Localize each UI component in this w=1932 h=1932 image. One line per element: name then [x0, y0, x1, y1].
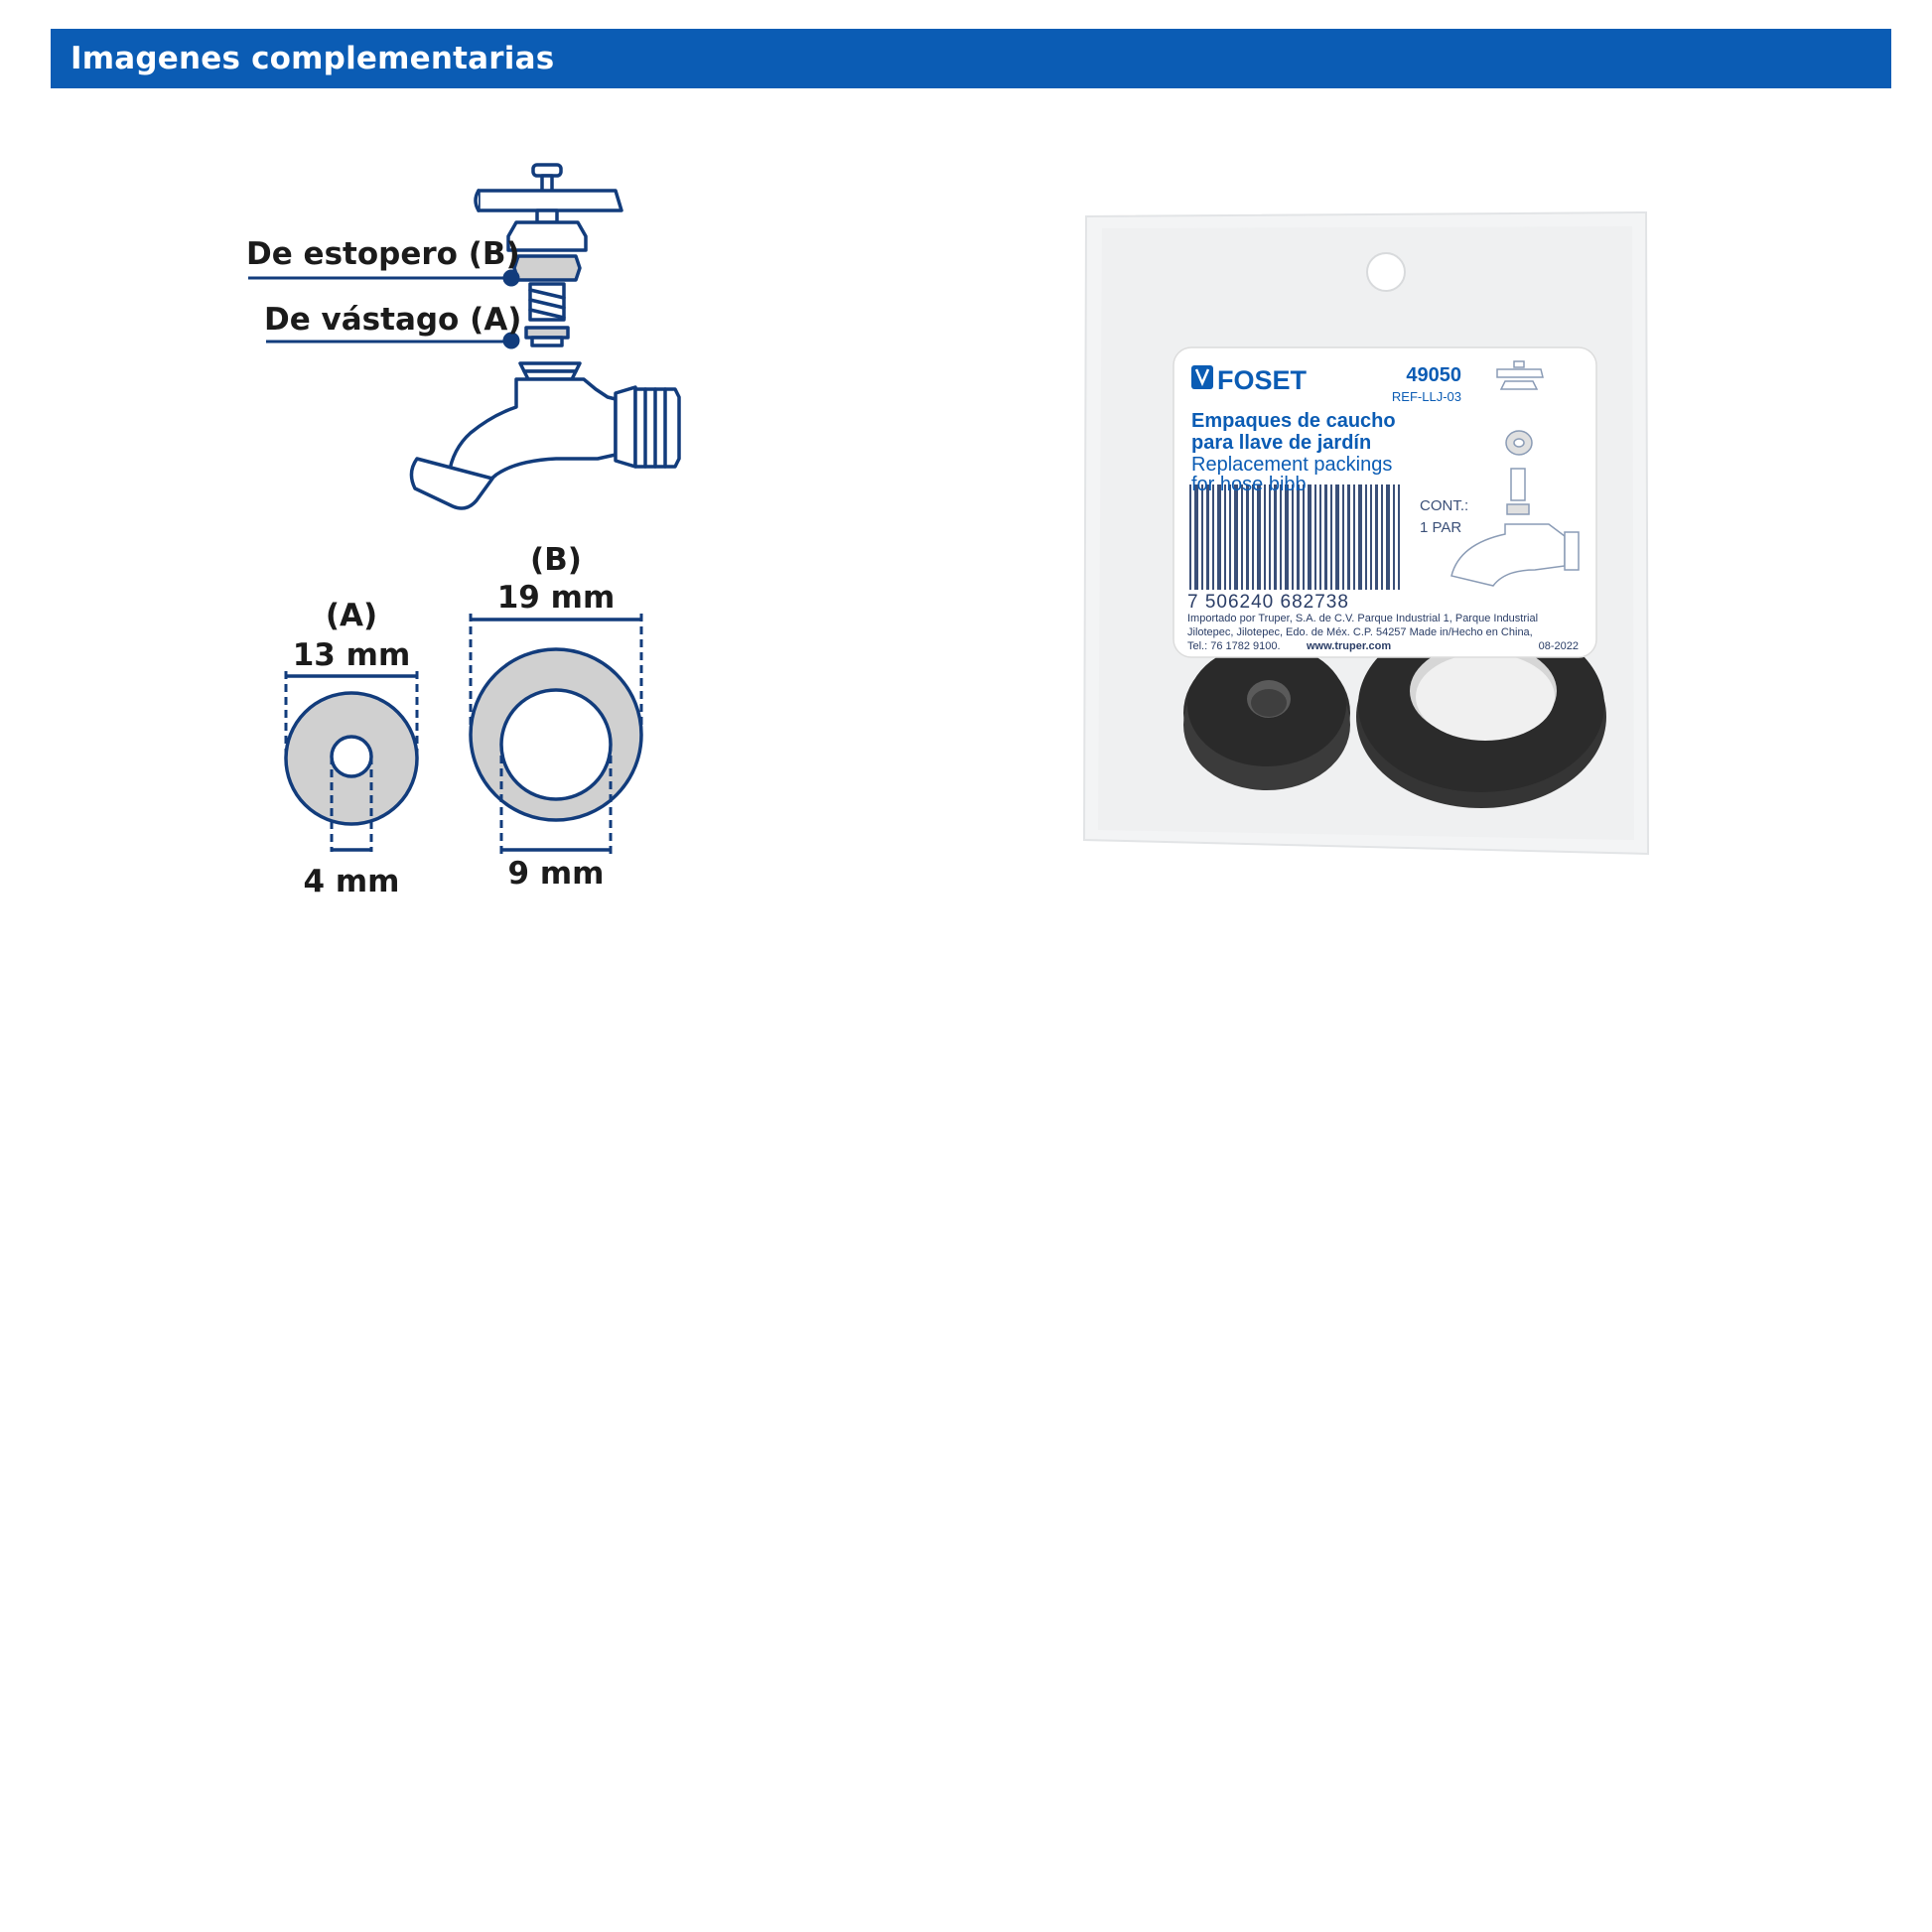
package-title-es-2: para llave de jardín [1191, 432, 1372, 454]
washer-b-outer-dimension: 19 mm [496, 580, 616, 616]
package-website: www.truper.com [1307, 640, 1392, 652]
package-title-en-1: Replacement packings [1191, 454, 1393, 476]
package-barcode-number: 7 506240 682738 [1187, 592, 1349, 613]
callout-packing-b: De estopero (B) [246, 236, 520, 272]
package-cont-label: CONT.: [1420, 497, 1469, 514]
washer-b-inner-dimension: 9 mm [507, 856, 605, 892]
package-title-en-2: for hose bibb [1191, 474, 1307, 495]
hang-hole [1367, 253, 1405, 291]
washer-a-inner-dimension: 4 mm [303, 864, 400, 899]
header-title: Imagenes complementarias [70, 41, 555, 76]
package-code: 49050 [1406, 364, 1461, 386]
package-import-line-2: Jilotepec, Jilotepec, Edo. de Méx. C.P. 54257 Made in/Hecho en China, [1187, 626, 1533, 638]
package-brand: FOSET [1217, 365, 1308, 395]
washer-a-label: (A) [325, 598, 378, 633]
washer-b-drawing [471, 614, 641, 854]
package-import-line-1: Importado por Truper, S.A. de C.V. Parque Industrial 1, Parque Industrial [1187, 613, 1539, 624]
package-import-line-3a: Tel.: 76 1782 9100. [1187, 640, 1281, 652]
washer-a-drawing [286, 671, 417, 852]
package-date: 08-2022 [1538, 640, 1579, 652]
package-cont-value: 1 PAR [1420, 519, 1462, 536]
washer-b-label: (B) [530, 542, 582, 578]
washer-a-outer-dimension: 13 mm [292, 637, 411, 673]
product-package [1084, 212, 1648, 854]
package-ref: REF-LLJ-03 [1391, 389, 1461, 404]
callout-stem-a: De vástago (A) [264, 302, 522, 338]
package-title-es-1: Empaques de caucho [1191, 410, 1396, 432]
